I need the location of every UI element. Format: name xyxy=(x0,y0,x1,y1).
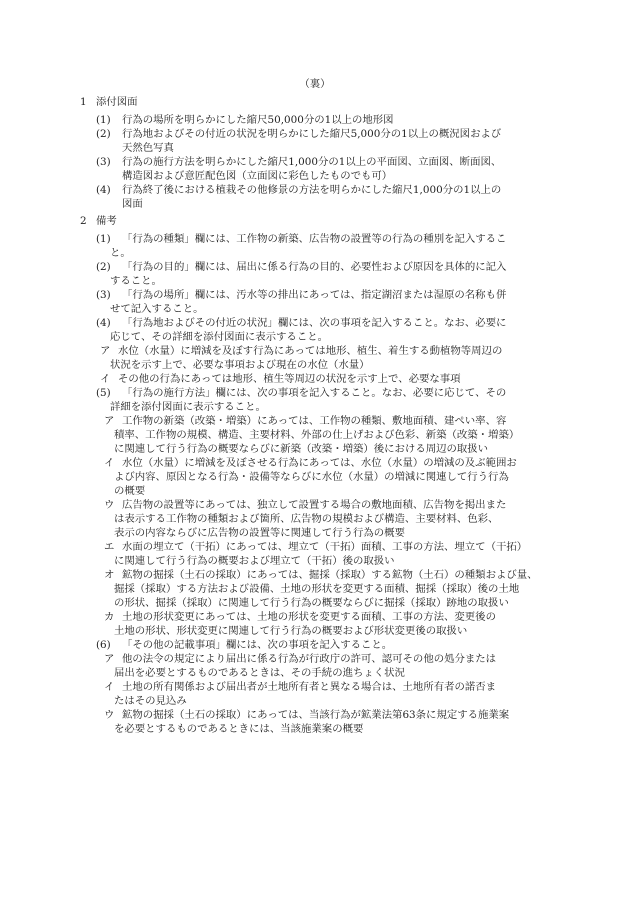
s1-item4-line2: 図面 xyxy=(122,198,143,210)
s2-item5-sub-e-line3: の形状、掘採（採取）に関連して行う行為の概要ならびに掘採（採取）跡地の取扱い xyxy=(114,597,509,609)
s2-item5-sub-b-line2: よび内容、原因となる行為・設備等ならびに水位（水量）の増減に関連して行う行為 xyxy=(114,471,509,483)
s2-item5-sub-a-mark: ア xyxy=(104,415,115,427)
s1-item4-number: (4) xyxy=(96,184,111,196)
s2-item2-line2: すること。 xyxy=(110,275,162,287)
s2-item1-line2: と。 xyxy=(110,247,131,259)
s2-item2-number: (2) xyxy=(96,261,111,273)
s2-item6-sub-c-line1: 鉱物の掘採（土石の採取）にあっては、当該行為が鉱業法第63条に規定する施業案 xyxy=(122,709,510,721)
s2-item5-sub-b-line1: 水位（水量）に増減を及ぼさせる行為にあっては、水位（水量）の増減の及ぶ範囲お xyxy=(122,457,517,469)
s2-item5-sub-e-line2: 掘採（採取）する方法および設備、土地の形状を変更する面積、掘採（採取）後の土地 xyxy=(114,583,520,595)
s2-item5-sub-f-line1: 土地の形状変更にあっては、土地の形状を変更する面積、工事の方法、変更後の xyxy=(122,611,496,623)
s2-item6-sub-a-line1: 他の法令の規定により届出に係る行為が行政庁の許可、認可その他の処分または xyxy=(122,653,497,665)
s2-item4-line1: 「行為地およびその付近の状況」欄には、次の事項を記入すること。なお、必要に xyxy=(122,317,507,329)
s2-item5-line1: 「行為の施行方法」欄には、次の事項を記入すること。なお、必要に応じて、その xyxy=(122,387,507,399)
s2-item5-sub-d-line1: 水面の埋立て（干拓）にあっては、埋立て（干拓）面積、工事の方法、埋立て（干拓） xyxy=(122,541,528,553)
s1-item3-line1: 行為の施行方法を明らかにした縮尺1,000分の1以上の平面図、立面図、断面図、 xyxy=(122,156,502,168)
s2-item6-sub-c-line2: を必要とするものであるときには、当該施業案の概要 xyxy=(114,723,364,735)
s2-item4-sub-b-line1: その他の行為にあっては地形、植生等周辺の状況を示す上で、必要な事項 xyxy=(118,373,461,385)
section1-number: 1 xyxy=(80,96,87,108)
s2-item4-sub-a-mark: ア xyxy=(100,345,111,357)
s2-item5-sub-f-mark: カ xyxy=(104,611,115,623)
s2-item6-sub-a-mark: ア xyxy=(104,653,115,665)
s2-item6-line1: 「その他の記載事項」欄には、次の事項を記入すること。 xyxy=(122,639,393,651)
s1-item3-number: (3) xyxy=(96,156,111,168)
s2-item5-sub-b-mark: イ xyxy=(104,457,115,469)
s2-item6-sub-c-mark: ウ xyxy=(104,709,115,721)
s2-item5-sub-d-line2: に関連して行う行為の概要および埋立て（干拓）後の取扱い xyxy=(114,555,395,567)
s2-item5-sub-c-line3: 表示の内容ならびに広告物の設置等に関連して行う行為の概要 xyxy=(114,527,405,539)
s1-item4-line1: 行為終了後における植栽その他修景の方法を明らかにした縮尺1,000分の1以上の xyxy=(122,184,502,196)
section2-title: 備考 xyxy=(96,215,117,227)
s2-item5-sub-c-line2: は表示する工作物の種類および箇所、広告物の規模および構造、主要材料、色彩、 xyxy=(114,513,499,525)
s2-item5-sub-a-line2: 積率、工作物の規模、構造、主要材料、外部の仕上げおよび色彩、新築（改築・増築） xyxy=(114,429,520,441)
s2-item5-sub-c-line1: 広告物の設置等にあっては、独立して設置する場合の敷地面積、広告物を掲出また xyxy=(122,499,507,511)
s2-item4-sub-b-mark: イ xyxy=(100,373,111,385)
s2-item1-line1: 「行為の種類」欄には、工作物の新築、広告物の設置等の行為の種別を記入するこ xyxy=(122,233,507,245)
s2-item4-number: (4) xyxy=(96,317,111,329)
s2-item5-sub-f-line2: 土地の形状、形状変更に関連して行う行為の概要および形状変更後の取扱い xyxy=(114,625,468,637)
s1-item2-number: (2) xyxy=(96,128,111,140)
s2-item3-line2: せて記入すること。 xyxy=(110,303,204,315)
s2-item4-sub-a-line2: 状況を示す上で、必要な事項および現在の水位（水量） xyxy=(110,359,370,371)
s2-item5-sub-d-mark: エ xyxy=(104,541,115,553)
s2-item5-number: (5) xyxy=(96,387,111,399)
s2-item5-line2: 詳細を添付図面に表示すること。 xyxy=(110,401,266,413)
s2-item6-number: (6) xyxy=(96,639,111,651)
s1-item1-line1: 行為の場所を明らかにした縮尺50,000分の1以上の地形図 xyxy=(122,114,394,126)
s2-item5-sub-c-mark: ウ xyxy=(104,499,115,511)
s2-item2-line1: 「行為の目的」欄には、届出に係る行為の目的、必要性および原因を具体的に記入 xyxy=(122,261,507,273)
section2-number: 2 xyxy=(80,215,87,227)
s2-item6-sub-a-line2: 届出を必要とするものであるときは、その手続の進ちょく状況 xyxy=(114,667,405,679)
s2-item6-sub-b-line2: たはその見込み xyxy=(114,695,187,707)
s1-item2-line1: 行為地およびその付近の状況を明らかにした縮尺5,000分の1以上の概況図および xyxy=(122,128,502,140)
s2-item5-sub-a-line3: に関連して行う行為の概要ならびに新築（改築・増築）後における周辺の取扱い xyxy=(114,443,489,455)
s2-item5-sub-a-line1: 工作物の新築（改築・増築）にあっては、工作物の種類、敷地面積、建ぺい率、容 xyxy=(122,415,507,427)
s1-item2-line2: 天然色写真 xyxy=(122,142,174,154)
s2-item6-sub-b-mark: イ xyxy=(104,681,115,693)
s2-item5-sub-e-mark: オ xyxy=(104,569,115,581)
s2-item4-sub-a-line1: 水位（水量）に増減を及ぼす行為にあっては地形、植生、着生する動植物等周辺の xyxy=(118,345,503,357)
s2-item5-sub-b-line3: の概要 xyxy=(114,485,146,497)
s2-item4-line2: 応じて、その詳細を添付図面に表示すること。 xyxy=(110,331,328,343)
section1-title: 添付図面 xyxy=(96,96,138,108)
s2-item3-line1: 「行為の場所」欄には、汚水等の排出にあっては、指定湖沼または湿原の名称も併 xyxy=(122,289,507,301)
s1-item3-line2: 構造図および意匠配色図（立面図に彩色したものでも可） xyxy=(122,170,393,182)
s2-item3-number: (3) xyxy=(96,289,111,301)
s2-item1-number: (1) xyxy=(96,233,111,245)
s2-item6-sub-b-line1: 土地の所有関係および届出者が土地所有者と異なる場合は、土地所有者の諾否ま xyxy=(122,681,497,693)
page-header: （裏） xyxy=(299,78,331,90)
s2-item5-sub-e-line1: 鉱物の掘採（土石の採取）にあっては、掘採（採取）する鉱物（土石）の種類および量、 xyxy=(122,569,538,581)
s1-item1-number: (1) xyxy=(96,114,111,126)
